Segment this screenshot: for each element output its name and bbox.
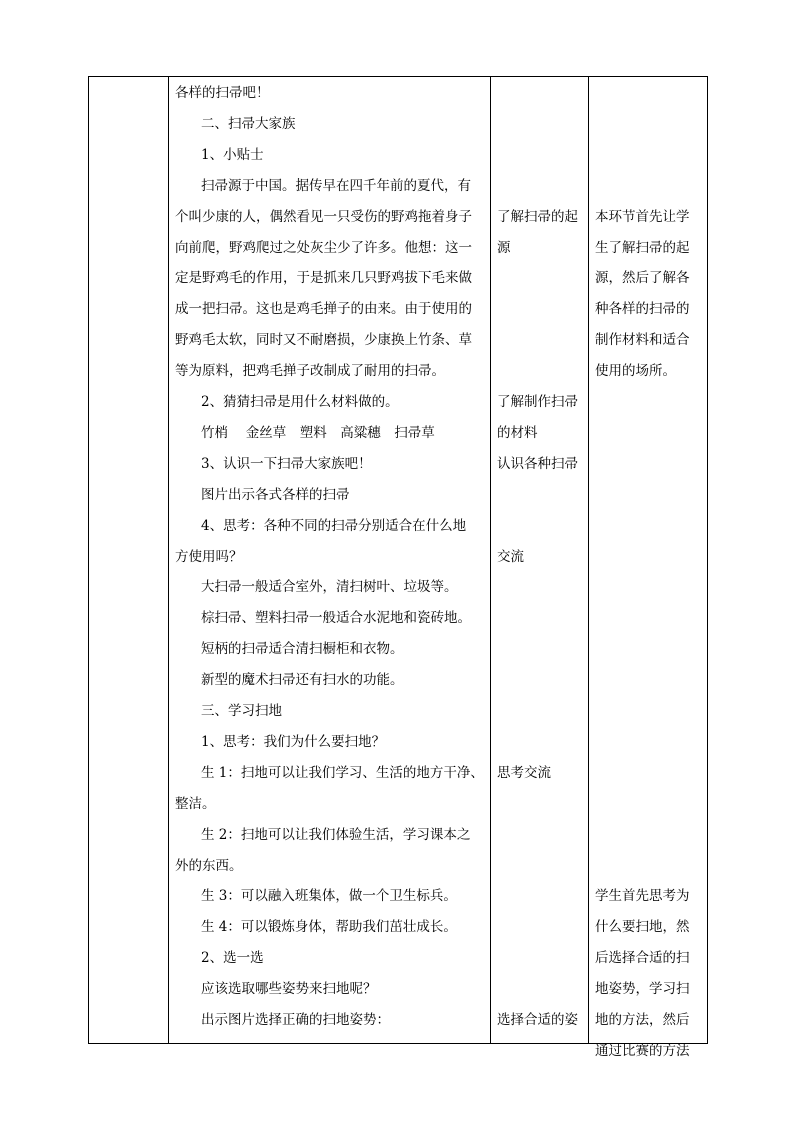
content-line: 竹梢 金丝草 塑料 高粱穗 扫帚草 bbox=[201, 424, 435, 441]
content-line: 2、选一选 bbox=[201, 950, 264, 967]
content-line: 出示图片选择正确的扫地姿势： bbox=[201, 1012, 390, 1028]
content-line: 个叫少康的人，偶然看见一只受伤的野鸡拖着身子 bbox=[175, 208, 472, 225]
column-teaching-content bbox=[169, 77, 491, 1044]
content-line: 生 4：可以锻炼身体，帮助我们茁壮成长。 bbox=[201, 919, 457, 936]
content-line: 1、思考：我们为什么要扫地？ bbox=[201, 733, 386, 750]
intent-line: 本环节首先让学 bbox=[595, 208, 690, 225]
column-stage bbox=[89, 77, 169, 1044]
content-line: 向前爬，野鸡爬过之处灰尘少了许多。他想：这一 bbox=[175, 239, 472, 256]
table-row bbox=[89, 77, 708, 1044]
content-line: 应该选取哪些姿势来扫地呢？ bbox=[201, 981, 377, 998]
content-line: 生 2：扫地可以让我们体验生活，学习课本之 bbox=[201, 826, 471, 843]
intent-line: 后选择合适的扫 bbox=[595, 950, 690, 967]
content-line: 等为原料，把鸡毛掸子改制成了耐用的扫帚。 bbox=[175, 363, 445, 380]
content-line: 二、扫帚大家族 bbox=[201, 115, 296, 132]
content-line: 定是野鸡毛的作用，于是抓来几只野鸡拔下毛来做 bbox=[175, 270, 472, 287]
content-line: 新型的魔术扫帚还有扫水的功能。 bbox=[201, 672, 404, 689]
activity-line: 了解扫帚的起 bbox=[497, 208, 578, 225]
activity-line: 了解制作扫帚 bbox=[497, 394, 578, 410]
content-line: 1、小贴士 bbox=[201, 146, 264, 163]
content-line: 3、认识一下扫帚大家族吧！ bbox=[201, 455, 372, 472]
activity-line: 认识各种扫帚 bbox=[497, 455, 578, 472]
intent-line: 生了解扫帚的起 bbox=[595, 239, 690, 256]
intent-line: 学生首先思考为 bbox=[595, 888, 690, 905]
activity-line: 源 bbox=[497, 239, 511, 256]
content-line: 方使用吗？ bbox=[175, 548, 243, 565]
activity-line: 交流 bbox=[497, 548, 524, 565]
content-line: 大扫帚一般适合室外，清扫树叶、垃圾等。 bbox=[201, 579, 458, 596]
column-design-intent bbox=[589, 77, 708, 1059]
intent-line: 地姿势，学习扫 bbox=[595, 981, 690, 998]
intent-line: 什么要扫地，然 bbox=[595, 919, 690, 936]
content-line: 成一把扫帚。这也是鸡毛掸子的由来。由于使用的 bbox=[175, 301, 472, 318]
intent-line: 制作材料和适合 bbox=[595, 332, 690, 349]
intent-line: 种各样的扫帚的 bbox=[595, 301, 690, 318]
content-line: 外的东西。 bbox=[175, 857, 243, 874]
column-student-activity bbox=[491, 77, 589, 1044]
intent-line: 地的方法，然后 bbox=[595, 1012, 690, 1028]
content-line: 生 3：可以融入班集体，做一个卫生标兵。 bbox=[201, 888, 457, 905]
content-line: 生 1：扫地可以让我们学习、生活的地方干净、 bbox=[201, 764, 484, 781]
content-line: 扫帚源于中国。据传早在四千年前的夏代，有 bbox=[201, 177, 471, 194]
intent-line: 通过比赛的方法 bbox=[595, 1042, 690, 1059]
content-line: 三、学习扫地 bbox=[201, 703, 282, 719]
content-line: 各样的扫帚吧！ bbox=[175, 85, 270, 101]
content-line: 4、思考：各种不同的扫帚分别适合在什么地 bbox=[201, 517, 467, 534]
activity-line: 思考交流 bbox=[497, 764, 551, 781]
intent-line: 源，然后了解各 bbox=[595, 270, 690, 287]
content-line: 短柄的扫帚适合清扫橱柜和衣物。 bbox=[201, 641, 404, 658]
activity-line: 的材料 bbox=[497, 424, 538, 441]
content-line: 2、猜猜扫帚是用什么材料做的。 bbox=[201, 394, 399, 410]
content-line: 棕扫帚、塑料扫帚一般适合水泥地和瓷砖地。 bbox=[201, 610, 471, 627]
content-line: 图片出示各式各样的扫帚 bbox=[201, 486, 350, 503]
content-line: 野鸡毛太软，同时又不耐磨损，少康换上竹条、草 bbox=[175, 332, 472, 349]
content-line: 整洁。 bbox=[175, 795, 216, 812]
lesson-table bbox=[88, 76, 708, 1059]
intent-line: 使用的场所。 bbox=[595, 363, 676, 380]
activity-line: 选择合适的姿 bbox=[497, 1012, 578, 1028]
